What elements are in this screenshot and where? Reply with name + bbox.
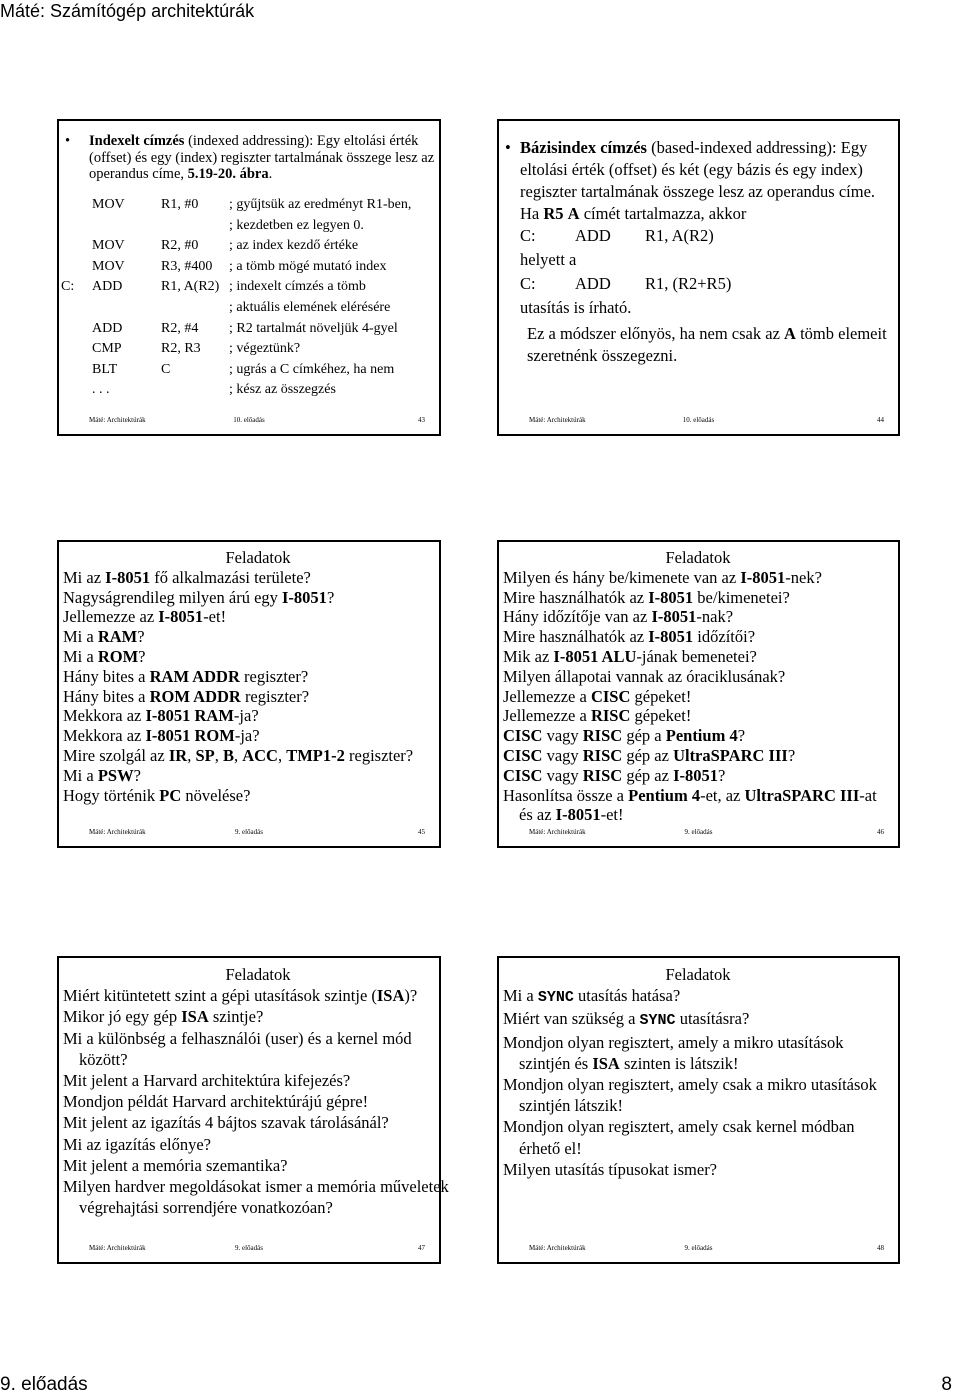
task-text: Milyen állapotai vannak az óraciklusának? bbox=[503, 666, 786, 686]
code-arg: R1, (R2+R5) bbox=[645, 274, 732, 293]
bullet-text bbox=[89, 133, 437, 183]
task-keyword: RISC bbox=[582, 765, 623, 785]
task-keyword: ROM ADDR bbox=[149, 686, 241, 706]
slide-48 bbox=[497, 956, 900, 1264]
task-text: Hány időzítője van az bbox=[503, 607, 652, 627]
task-text: Hogy történik bbox=[63, 785, 160, 805]
task-text: , bbox=[214, 745, 223, 765]
task-text: Mit jelent a memória szemantika? bbox=[63, 1155, 288, 1175]
slide-footer bbox=[59, 1244, 439, 1256]
task-text: gép az bbox=[622, 745, 674, 765]
task-text: -et! bbox=[600, 805, 624, 825]
code-comment: ; aktuális elemének elérésére bbox=[229, 299, 391, 315]
task-text: ? bbox=[133, 765, 141, 785]
note-pre: Ez a módszer előnyös, ha nem csak az bbox=[527, 324, 785, 343]
task-items bbox=[503, 568, 893, 825]
task-text: ? bbox=[737, 726, 746, 746]
task-keyword: PC bbox=[159, 785, 182, 805]
task-text: Hány bites a bbox=[63, 686, 150, 706]
task-keyword: CISC bbox=[503, 765, 543, 785]
task-text: Mik az bbox=[503, 646, 554, 666]
footer-author: Máté: Architektúrák bbox=[529, 828, 586, 836]
task-text: Jellemezze a bbox=[503, 706, 591, 726]
code-row bbox=[505, 225, 897, 249]
task-text: -ja? bbox=[233, 706, 259, 726]
code-line bbox=[59, 319, 439, 340]
code-arg: R2, #4 bbox=[161, 320, 199, 336]
task-item bbox=[63, 786, 453, 806]
task-item bbox=[503, 1008, 893, 1031]
task-item bbox=[503, 985, 893, 1008]
task-item bbox=[63, 1134, 453, 1155]
task-item bbox=[63, 726, 453, 746]
task-text: regiszter? bbox=[240, 686, 310, 706]
slide-title: Feladatok bbox=[665, 548, 731, 567]
task-text: Hasonlítsa össze a bbox=[503, 785, 629, 805]
task-text: Mondjon olyan regisztert, amely a mikro utasítások szintjén és bbox=[503, 1032, 844, 1073]
slide-footer bbox=[499, 1244, 898, 1256]
task-item bbox=[503, 766, 893, 786]
task-text: , bbox=[277, 745, 287, 765]
footer-lecture: 9. előadás bbox=[684, 828, 713, 836]
task-text: időzítői? bbox=[693, 627, 756, 647]
task-text: Miért kitüntetett szint a gépi utasítások szintje ( bbox=[63, 986, 377, 1006]
task-text: Nagyságrendileg milyen árú egy bbox=[63, 587, 283, 607]
task-item bbox=[63, 1155, 453, 1176]
task-keyword: B bbox=[222, 745, 234, 765]
code-label: C: bbox=[520, 226, 536, 245]
task-item bbox=[63, 746, 453, 766]
code-label: C: bbox=[61, 279, 75, 295]
task-text: Mi a bbox=[503, 986, 538, 1006]
code-comment: ; kezdetben ez legyen 0. bbox=[229, 217, 364, 233]
figure-ref: 5.19-20. ábra bbox=[187, 166, 269, 182]
task-item bbox=[503, 607, 893, 627]
task-text: regiszter? bbox=[239, 666, 309, 686]
task-item bbox=[503, 647, 893, 667]
helyett-text: helyett a bbox=[520, 250, 577, 269]
code-op: MOV bbox=[92, 258, 125, 274]
task-item bbox=[503, 1032, 893, 1074]
task-text: Mondjon olyan regisztert, amely csak a mikro utasítások szintjén látszik! bbox=[503, 1075, 877, 1116]
task-text: Milyen hardver megoldásokat ismer a memória műveletek végrehajtási sorrendjére vonatkozóan? bbox=[63, 1177, 449, 1218]
task-text: Mire használhatók az bbox=[503, 627, 649, 647]
task-text: gép a bbox=[622, 726, 666, 746]
array-a: A bbox=[784, 324, 796, 343]
task-item bbox=[63, 1070, 453, 1091]
task-list bbox=[63, 548, 453, 805]
task-keyword: TMP1-2 bbox=[286, 745, 345, 765]
code-arg: R3, #400 bbox=[161, 258, 213, 274]
code-line bbox=[59, 257, 439, 278]
task-text: Mondjon olyan regisztert, amely csak kernel módban érhető el! bbox=[503, 1117, 855, 1158]
task-keyword: I-8051 ROM bbox=[145, 726, 235, 746]
task-text: Mit jelent az igazítás 4 bájtos szavak tárolásánál? bbox=[63, 1113, 389, 1133]
code-comment: ; R2 tartalmát növeljük 4-gyel bbox=[229, 320, 398, 336]
task-text: Mit jelent a Harvard architektúra kifejezés? bbox=[63, 1071, 351, 1091]
task-keyword: I-8051 bbox=[740, 567, 786, 587]
code-comment: ; az index kezdő értéke bbox=[229, 238, 359, 254]
task-item bbox=[63, 568, 453, 588]
task-item bbox=[503, 588, 893, 608]
task-text: Hány bites a bbox=[63, 666, 150, 686]
task-text: gépeket! bbox=[630, 686, 692, 706]
slide-44 bbox=[497, 119, 900, 436]
task-text: Mi a különbség a felhasználói (user) és a kernel mód között? bbox=[63, 1028, 412, 1069]
task-text: utasítás hatása? bbox=[573, 986, 681, 1006]
code-op: MOV bbox=[92, 238, 125, 254]
task-text: ? bbox=[717, 765, 726, 785]
task-item bbox=[63, 588, 453, 608]
task-list bbox=[63, 964, 453, 1218]
task-keyword: RISC bbox=[590, 706, 631, 726]
task-item bbox=[63, 1112, 453, 1133]
footer-author: Máté: Architektúrák bbox=[529, 416, 586, 424]
page-number: 8 bbox=[941, 1374, 952, 1395]
footer-slide-number: 46 bbox=[877, 828, 884, 836]
code-op: MOV bbox=[92, 197, 125, 212]
task-text: Mekkora az bbox=[63, 726, 146, 746]
task-text: regiszter? bbox=[344, 745, 414, 765]
task-keyword: I-8051 ALU bbox=[553, 646, 637, 666]
task-keyword: SP bbox=[195, 745, 215, 765]
footer-slide-number: 48 bbox=[877, 1244, 884, 1252]
task-keyword: RAM ADDR bbox=[149, 666, 240, 686]
code-comment: ; végeztünk? bbox=[229, 341, 301, 357]
task-keyword: I-8051 RAM bbox=[145, 706, 234, 726]
task-text: Mi a bbox=[63, 646, 98, 666]
task-item bbox=[63, 1091, 453, 1112]
task-keyword: ACC bbox=[242, 745, 278, 765]
footer-author: Máté: Architektúrák bbox=[89, 416, 146, 424]
task-keyword: CISC bbox=[590, 686, 631, 706]
task-text: -et! bbox=[203, 607, 227, 627]
task-keyword: ROM bbox=[97, 646, 139, 666]
code-comment: ; ugrás a C címkéhez, ha nem bbox=[229, 361, 395, 377]
task-text: gépeket! bbox=[630, 706, 692, 726]
code-comment: ; gyűjtsük az eredményt R1-ben, bbox=[229, 197, 412, 212]
task-text: Jellemezze a bbox=[503, 686, 591, 706]
task-text: , bbox=[187, 745, 196, 765]
task-text: Mi az bbox=[63, 567, 106, 587]
task-item bbox=[63, 687, 453, 707]
task-text: ? bbox=[326, 587, 335, 607]
task-text: Milyen és hány be/kimenete van az bbox=[503, 567, 741, 587]
page-footer-lecture: 9. előadás bbox=[0, 1374, 88, 1395]
code-op: ADD bbox=[92, 279, 123, 295]
bullet-end: . bbox=[268, 166, 273, 182]
task-keyword: UltraSPARC III bbox=[673, 745, 788, 765]
note-text bbox=[505, 323, 897, 367]
code-op: ADD bbox=[575, 226, 611, 245]
task-item bbox=[63, 706, 453, 726]
term-bold: Bázisindex címzés bbox=[520, 138, 647, 157]
task-item bbox=[63, 1176, 453, 1218]
code-op: . . . bbox=[92, 382, 110, 398]
task-item bbox=[503, 687, 893, 707]
code-arg: R1, #0 bbox=[161, 197, 199, 212]
slide-45 bbox=[57, 540, 441, 848]
task-keyword: PSW bbox=[97, 765, 134, 785]
task-item bbox=[503, 568, 893, 588]
task-items bbox=[63, 985, 453, 1218]
task-item bbox=[503, 667, 893, 687]
task-text: Mekkora az bbox=[63, 706, 146, 726]
footer-slide-number: 44 bbox=[877, 416, 884, 424]
page-header-title: Máté: Számítógép architektúrák bbox=[0, 1, 255, 21]
slide-footer bbox=[59, 416, 439, 428]
task-keyword: SYNC bbox=[639, 1012, 676, 1030]
task-text: ? bbox=[137, 627, 145, 647]
footer-lecture: 10. előadás bbox=[233, 416, 265, 424]
task-text: utasításra? bbox=[675, 1009, 750, 1029]
code-arg: R2, #0 bbox=[161, 238, 199, 254]
slide-bullet bbox=[505, 137, 897, 225]
task-text: Miért van szükség a bbox=[503, 1009, 640, 1029]
slide-title: Feladatok bbox=[665, 965, 731, 984]
task-keyword: RISC bbox=[582, 726, 623, 746]
code-comment: ; indexelt címzés a tömb bbox=[229, 279, 366, 295]
task-item bbox=[63, 1028, 453, 1070]
code-line bbox=[59, 195, 439, 216]
code-comment: ; kész az összegzés bbox=[229, 382, 336, 398]
code-op: BLT bbox=[92, 361, 118, 377]
task-text: ? bbox=[787, 745, 796, 765]
footer-lecture: 9. előadás bbox=[235, 828, 263, 836]
task-item bbox=[63, 985, 453, 1006]
task-keyword: CISC bbox=[503, 745, 543, 765]
task-text: vagy bbox=[542, 745, 583, 765]
task-keyword: SYNC bbox=[537, 989, 574, 1007]
task-list bbox=[503, 964, 893, 1180]
slide-footer bbox=[499, 416, 898, 428]
slide-content bbox=[505, 137, 897, 367]
slide-title: Feladatok bbox=[225, 548, 291, 567]
footer-lecture: 10. előadás bbox=[682, 416, 715, 424]
task-text: be/kimenetei? bbox=[693, 587, 790, 607]
code-arg: C bbox=[161, 361, 171, 377]
task-text: vagy bbox=[542, 765, 583, 785]
code-arg: R1, A(R2) bbox=[645, 226, 714, 245]
task-item bbox=[503, 786, 893, 826]
task-text: növelése? bbox=[181, 785, 251, 805]
task-keyword: I-8051 bbox=[105, 567, 151, 587]
task-keyword: I-8051 bbox=[651, 607, 697, 627]
task-item bbox=[503, 726, 893, 746]
task-text: szinten is látszik! bbox=[619, 1053, 739, 1073]
task-text: szintje? bbox=[208, 1007, 264, 1027]
task-text: Mi az igazítás előnye? bbox=[63, 1134, 211, 1154]
slide-bullet bbox=[65, 133, 437, 183]
task-text: -at és az bbox=[519, 785, 877, 825]
task-keyword: I-8051 bbox=[673, 765, 718, 785]
task-keyword: CISC bbox=[503, 726, 543, 746]
code-line bbox=[59, 298, 439, 319]
task-keyword: I-8051 bbox=[648, 627, 694, 647]
term-bold: Indexelt címzés bbox=[89, 133, 185, 149]
task-text: gép az bbox=[622, 765, 674, 785]
task-keyword: I-8051 bbox=[158, 607, 204, 627]
code-line bbox=[59, 216, 439, 237]
code-op: ADD bbox=[575, 274, 611, 293]
code-comment: ; a tömb mögé mutató index bbox=[229, 258, 387, 274]
footer-author: Máté: Architektúrák bbox=[89, 1244, 146, 1252]
task-keyword: RISC bbox=[582, 745, 623, 765]
task-text: Mikor jó egy gép bbox=[63, 1007, 182, 1027]
task-keyword: I-8051 bbox=[282, 587, 327, 607]
bullet-icon: • bbox=[505, 138, 511, 157]
task-item bbox=[63, 667, 453, 687]
task-text: Mi a bbox=[63, 627, 98, 647]
code-line bbox=[59, 380, 439, 401]
footer-lecture: 9. előadás bbox=[235, 1244, 263, 1252]
code-row bbox=[505, 273, 897, 297]
task-text: fő alkalmazási területe? bbox=[150, 567, 311, 587]
code-op: ADD bbox=[92, 320, 123, 336]
code-line bbox=[59, 339, 439, 360]
irhato-text: utasítás is írható. bbox=[520, 298, 632, 317]
slide-title: Feladatok bbox=[225, 965, 291, 984]
task-text: vagy bbox=[542, 726, 583, 746]
code-line bbox=[59, 277, 439, 298]
task-item bbox=[503, 706, 893, 726]
task-text: Mi a bbox=[63, 765, 98, 785]
task-item bbox=[63, 627, 453, 647]
task-keyword: RAM bbox=[97, 627, 138, 647]
task-item bbox=[63, 607, 453, 627]
code-listing bbox=[59, 195, 439, 401]
slide-footer bbox=[59, 828, 439, 840]
code-op: CMP bbox=[92, 341, 122, 357]
task-keyword: ISA bbox=[592, 1053, 620, 1073]
para-text: (based-indexed addressing): Egy eltolási érték (offset) és két (egy bázis és egy index) regiszter tartalmának összege lesz az operandus címe. Ha bbox=[520, 138, 876, 223]
task-keyword: ISA bbox=[376, 986, 405, 1006]
task-keyword: Pentium 4 bbox=[628, 785, 701, 805]
task-text: -nak? bbox=[696, 607, 734, 627]
task-text: ? bbox=[138, 646, 146, 666]
task-item bbox=[503, 1159, 893, 1180]
task-text: Mire szolgál az bbox=[63, 745, 169, 765]
array-a: A bbox=[567, 204, 580, 223]
task-text: Mire használhatók az bbox=[503, 587, 649, 607]
bullet-icon: • bbox=[65, 133, 71, 149]
task-text: , bbox=[233, 745, 243, 765]
code-arg: R1, A(R2) bbox=[161, 279, 220, 295]
slide-47 bbox=[57, 956, 449, 1264]
bullet-rest: (indexed addressing): Egy eltolási érték (offset) és egy (index) regiszter tartalmának összege lesz az operandus címe, bbox=[89, 133, 435, 182]
register-r5: R5 bbox=[543, 204, 564, 223]
task-item bbox=[503, 627, 893, 647]
footer-slide-number: 47 bbox=[418, 1244, 425, 1252]
task-text: )? bbox=[404, 986, 418, 1006]
task-text: Jellemezze az bbox=[63, 607, 159, 627]
task-keyword: I-8051 bbox=[555, 805, 601, 825]
task-item bbox=[503, 1074, 893, 1116]
task-item bbox=[63, 647, 453, 667]
note-post: tömb elemeit szeretnénk összegezni. bbox=[527, 324, 887, 365]
task-text: -jának bemenetei? bbox=[636, 646, 757, 666]
footer-slide-number: 45 bbox=[418, 828, 425, 836]
task-keyword: Pentium 4 bbox=[665, 726, 738, 746]
slide-footer bbox=[499, 828, 898, 840]
task-item bbox=[503, 1116, 893, 1158]
task-item bbox=[503, 746, 893, 766]
task-keyword: UltraSPARC III bbox=[744, 785, 860, 805]
task-items bbox=[63, 568, 453, 806]
task-keyword: IR bbox=[168, 745, 188, 765]
task-item bbox=[63, 766, 453, 786]
task-item bbox=[63, 1006, 453, 1027]
footer-author: Máté: Architektúrák bbox=[529, 1244, 586, 1252]
slide-46 bbox=[497, 540, 900, 848]
task-text: -nek? bbox=[785, 567, 822, 587]
code-label: C: bbox=[520, 274, 536, 293]
task-text: -ja? bbox=[234, 726, 260, 746]
task-keyword: ISA bbox=[181, 1007, 209, 1027]
footer-author: Máté: Architektúrák bbox=[89, 828, 146, 836]
footer-slide-number: 43 bbox=[418, 416, 425, 424]
task-text: -et, az bbox=[700, 785, 745, 805]
task-keyword: I-8051 bbox=[648, 587, 694, 607]
task-items bbox=[503, 985, 893, 1180]
code-line bbox=[59, 236, 439, 257]
para-end: címét tartalmazza, akkor bbox=[579, 204, 747, 223]
slide-43 bbox=[57, 119, 441, 436]
code-line bbox=[59, 360, 439, 381]
task-text: Mondjon példát Harvard architektúrájú gépre! bbox=[63, 1092, 369, 1112]
footer-lecture: 9. előadás bbox=[684, 1244, 713, 1252]
code-arg: R2, R3 bbox=[161, 341, 201, 357]
task-list bbox=[503, 548, 893, 825]
task-text: Milyen utasítás típusokat ismer? bbox=[503, 1159, 718, 1179]
